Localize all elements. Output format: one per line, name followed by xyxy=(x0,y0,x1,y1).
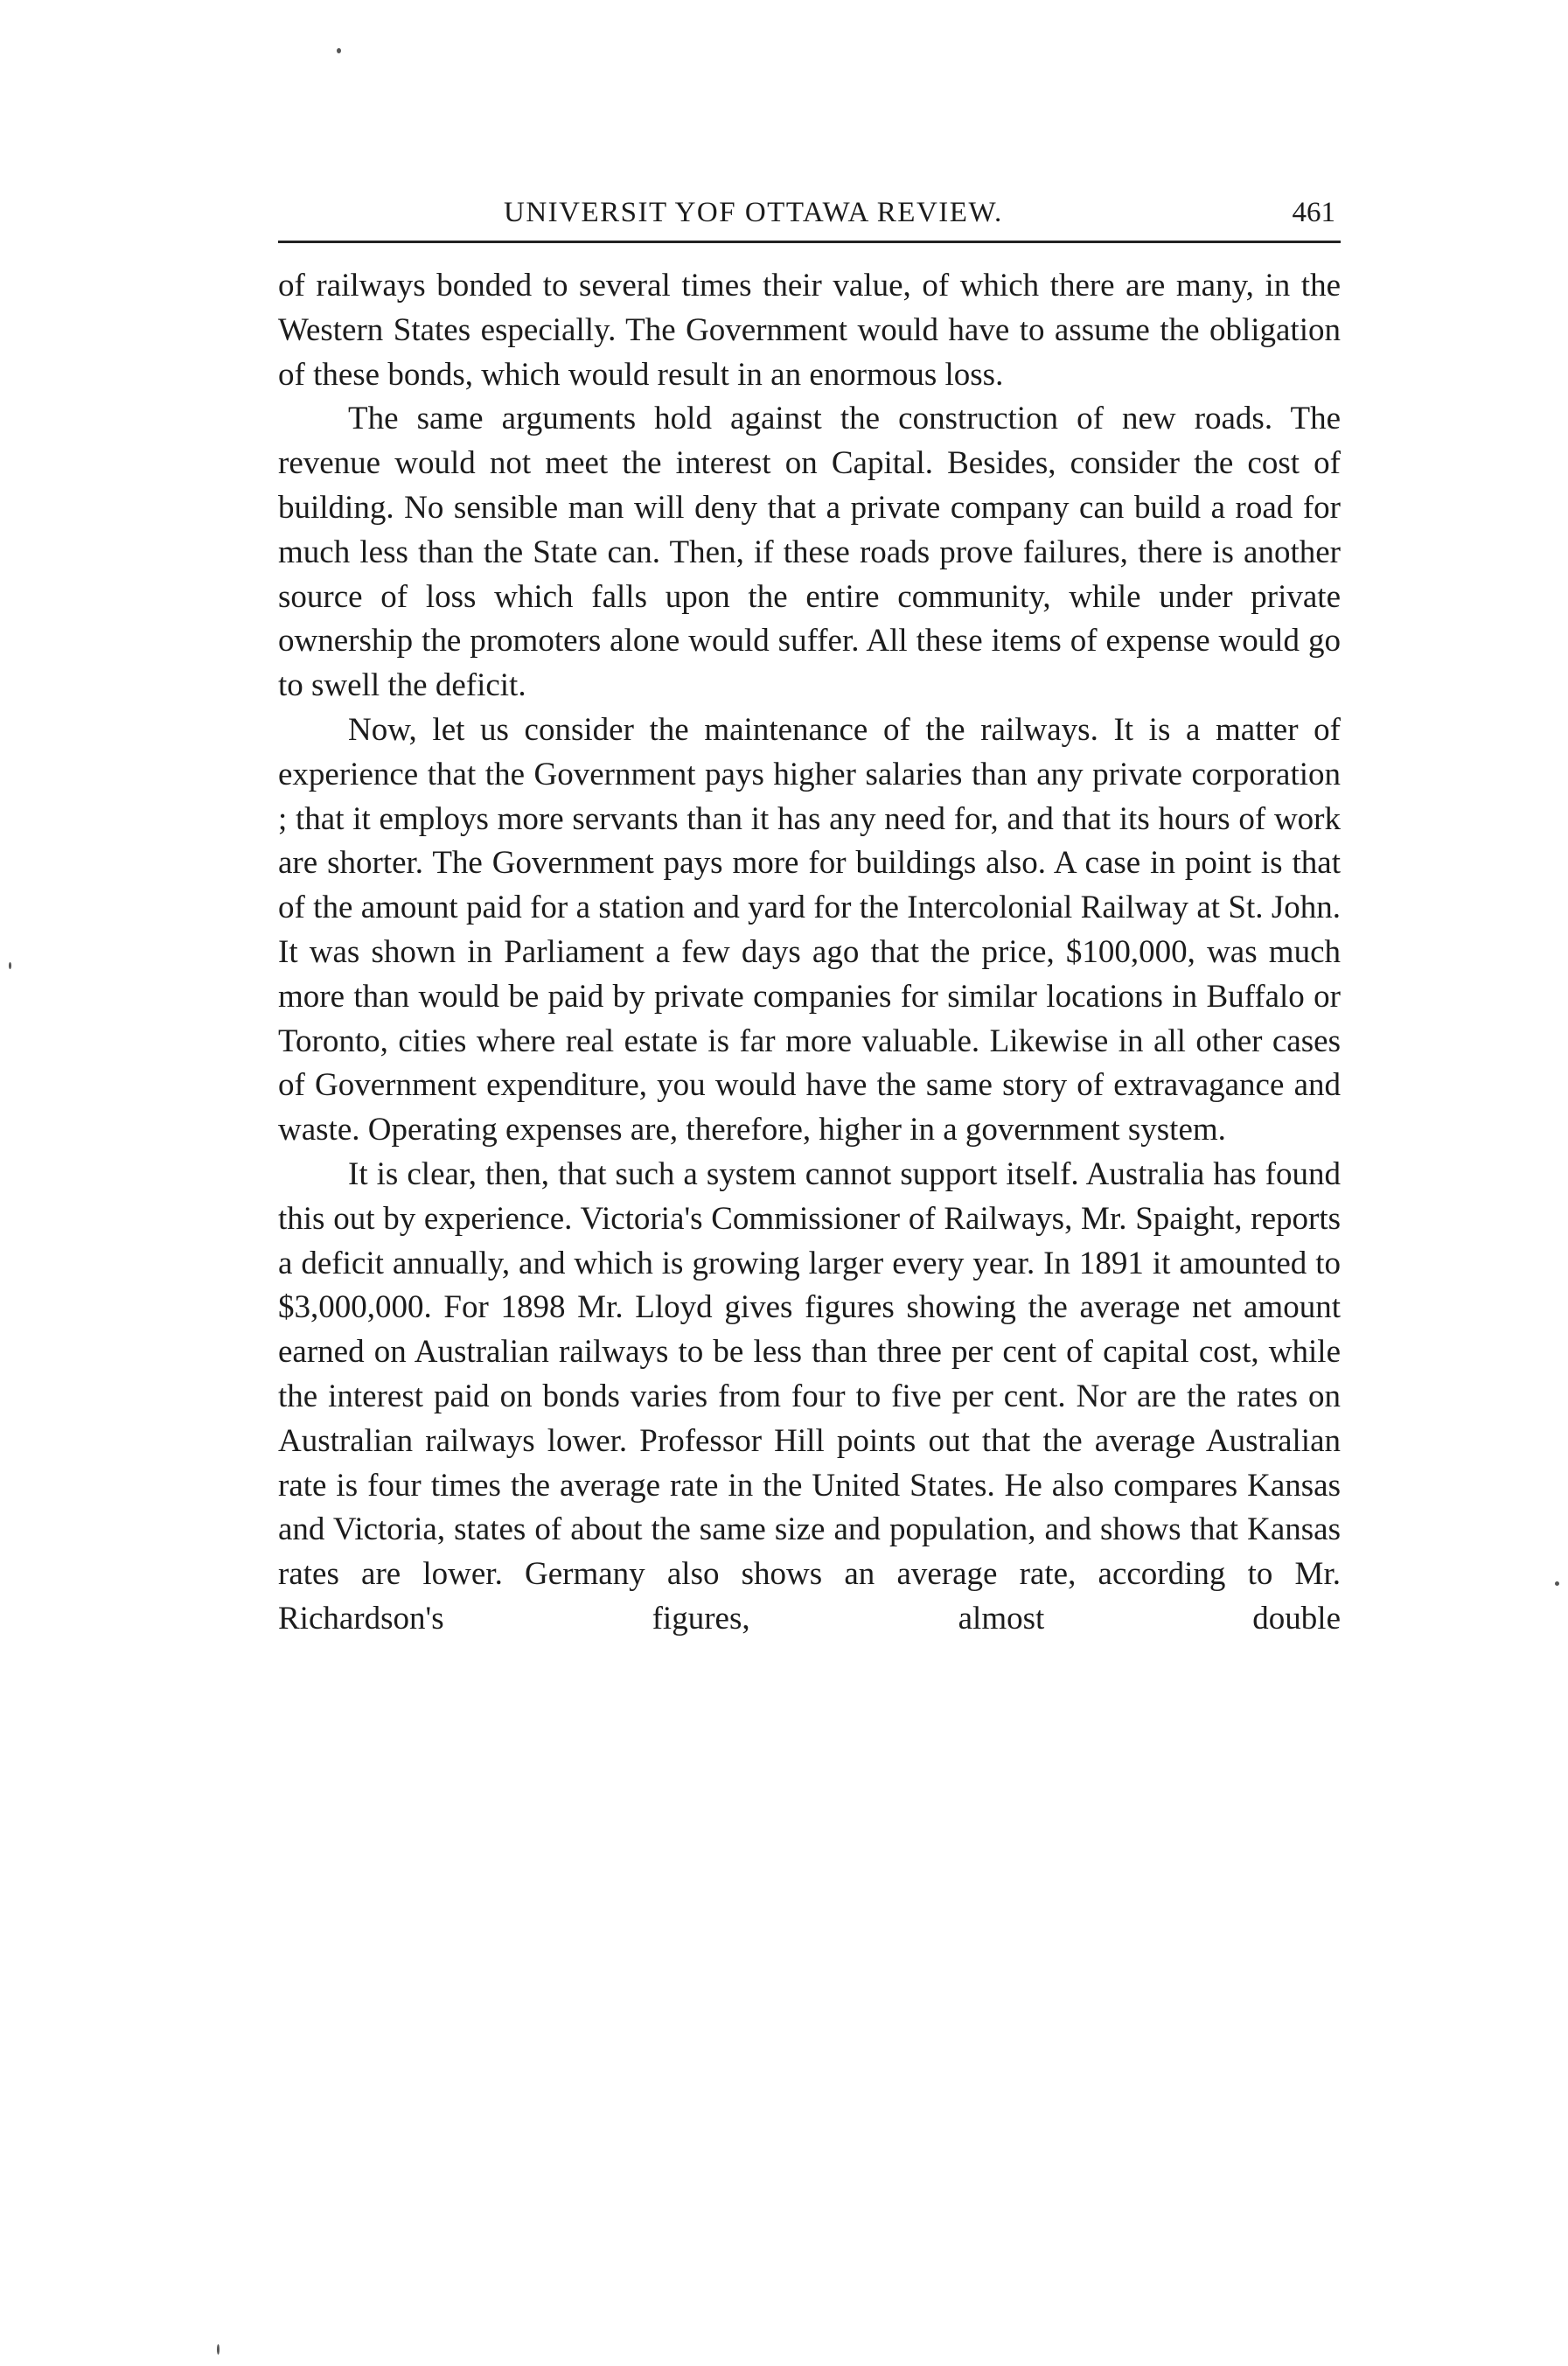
stray-ink-dot xyxy=(337,48,341,53)
stray-ink-dot xyxy=(217,2344,220,2355)
document-page xyxy=(278,197,1341,1642)
article-body xyxy=(278,264,1341,1642)
paragraph: of railways bonded to several times their value, of which there are many, in the Western States especially. The Government would have to assume the obligation of these bonds, which would result in an enormous loss. xyxy=(278,268,1341,393)
paragraph: It is clear, then, that such a system cannot support itself. Australia has found this out by experience. Victoria's Commissioner of Railways, Mr. Spaight, reports a deficit annually, and which is growing larger every year. In 1891 it amounted to $3,000,000. For 1898 Mr. Lloyd gives figures showing the average net amount earned on Australian railways to be less than three per cent of capital cost, while the interest paid on bonds varies from four to five per cent. Nor are the rates on Australian railways lower. Professor Hill points out that the average Australian rate is four times the average rate in the United States. He also compares Kansas and Victoria, states of about the same size and population, and shows that Kansas rates are lower. Germany also shows an average rate, according to Mr. Richardson's figures, almost double xyxy=(278,1155,1341,1637)
page-header xyxy=(278,197,1341,243)
paragraph: Now, let us consider the maintenance of the railways. It is a matter of experience that the Government pays higher salaries than any private corporation ; that it employs more servants than it has any need for, and that its hours of work are shorter. The Government pays more for buildings also. A case in point is that of the amount paid for a station and yard for the Intercolonial Railway at St. John. It was shown in Parliament a few days ago that the price, $100,000, was much more than would be paid by private companies for similar locations in Buffalo or Toronto, cities where real estate is far more valuable. Likewise in all other cases of Government expenditure, you would have the same story of extravagance and waste. Operating expenses are, therefore, higher in a government system. xyxy=(278,711,1341,1148)
running-title: UNIVERSIT YOF OTTAWA REVIEW. xyxy=(504,197,1003,228)
stray-ink-dot xyxy=(1555,1581,1559,1586)
page-number: 461 xyxy=(1292,197,1335,228)
stray-ink-dot xyxy=(9,962,11,969)
paragraph: The same arguments hold against the construction of new roads. The revenue would not meet the interest on Capital. Besides, consider the cost of building. No sensible man will deny that a private company can build a road for much less than the State can. Then, if these roads prove failures, there is another source of loss which falls upon the entire community, while under private ownership the promoters alone would suffer. All these items of expense would go to swell the deficit. xyxy=(278,401,1341,704)
